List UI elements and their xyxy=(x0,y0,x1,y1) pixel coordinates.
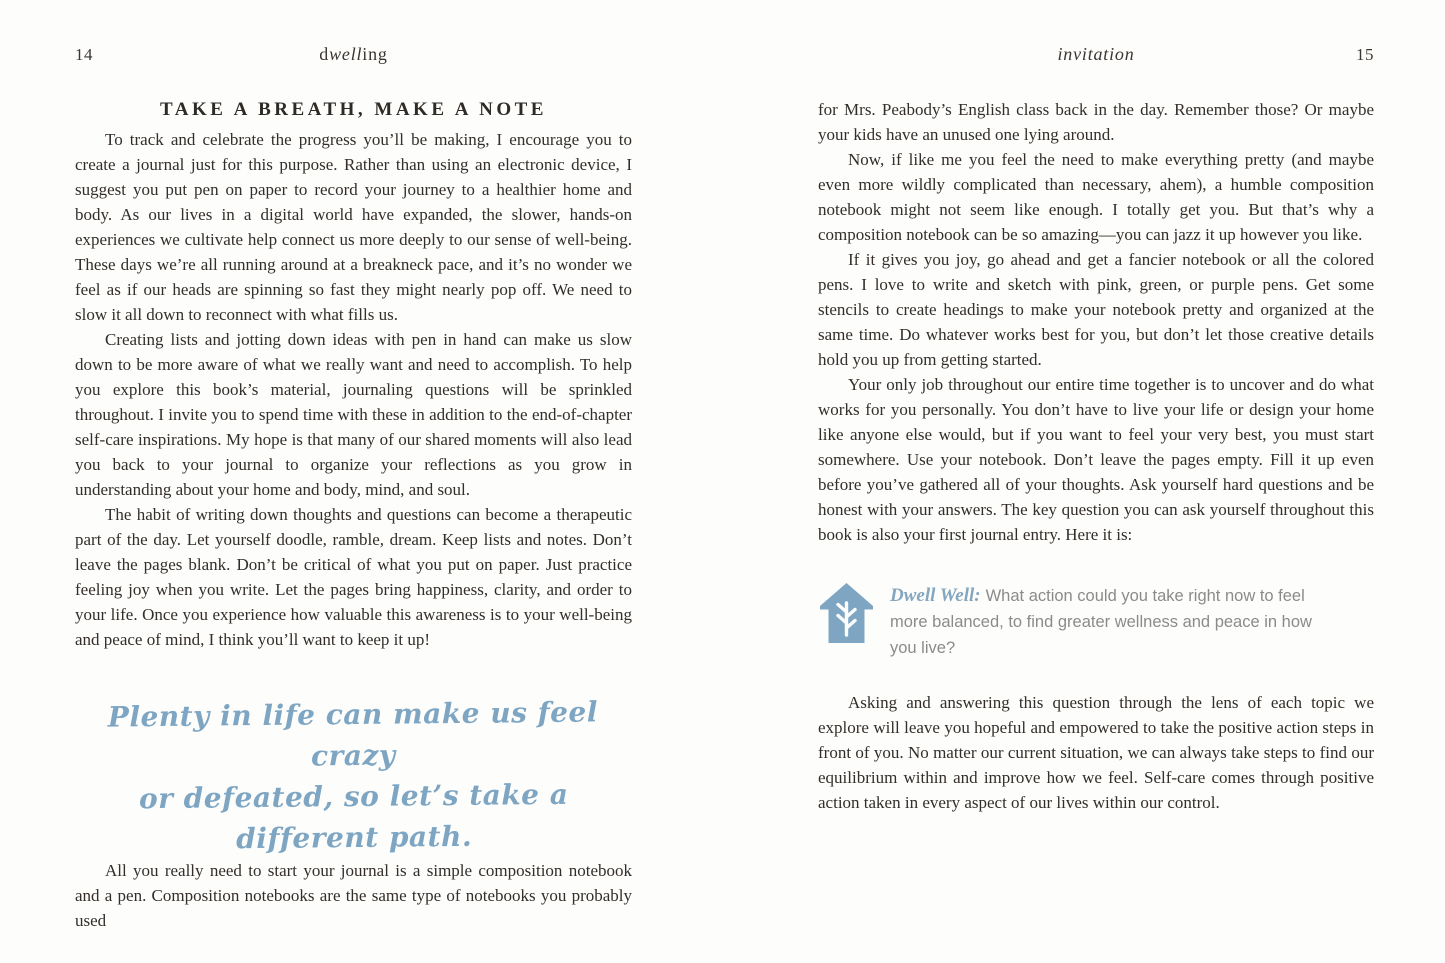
handwritten-quote xyxy=(74,691,633,861)
callout-label: Dwell Well: xyxy=(890,585,981,606)
paragraph: If it gives you joy, go ahead and get a fancier notebook or all the colored pens. I love to write and sketch with pink, green, or purple pens. Get some stencils to create headings to make your notebook pretty and organized at the same time. Do whatever works best for you, but don’t let those creative details hold you up from getting started. xyxy=(818,250,1374,369)
section-heading: TAKE A BREATH, MAKE A NOTE xyxy=(160,99,547,120)
house-sprig-icon xyxy=(818,581,875,645)
paragraph: for Mrs. Peabody’s English class back in the day. Remember those? Or maybe your kids have an unused one lying around. xyxy=(818,100,1374,144)
left-page xyxy=(75,44,632,933)
paragraph: Creating lists and jotting down ideas with pen in hand can make us slow down to be more aware of what we really want and need to accomplish. To help you explore this book’s material, journaling questions will be sprinkled throughout. I invite you to spend time with these in addition to the end-of-chapter self-care inspirations. My hope is that many of our shared moments will also lead you back to your journal to organize your reflections as you grow in understanding about your home and body, mind, and soul. xyxy=(75,330,632,499)
right-page xyxy=(818,44,1374,815)
paragraph: Asking and answering this question through the lens of each topic we explore will leave you hopeful and empowered to take the positive action steps in front of you. No matter our current situation, we can always take steps to find our equilibrium within and improve how we feel. Self-care comes through positive action taken in every aspect of our lives within our control. xyxy=(818,693,1374,812)
left-page-header xyxy=(75,44,632,70)
page-number-left: 14 xyxy=(75,45,93,64)
running-head-invitation: invitation xyxy=(1057,44,1135,64)
paragraph: Now, if like me you feel the need to make everything pretty (and maybe even more wildly complicated than necessary, ahem), a humble composition notebook might not seem like enough. I totally get you. But that’s why a composition notebook can be so amazing—you can jazz it up however you like. xyxy=(818,150,1374,244)
paragraph: Your only job throughout our entire time together is to uncover and do what works for you personally. You don’t have to live your life or design your home like anyone else would, but if you want to feel your very best, you must start somewhere. Use your notebook. Don’t leave the pages empty. Fill it up even before you’ve gathered all of your thoughts. Ask yourself hard questions and be honest with your answers. The key question you can ask yourself throughout this book is also your first journal entry. Here it is: xyxy=(818,375,1374,544)
paragraph: To track and celebrate the progress you’ll be making, I encourage you to create a journal just for this purpose. Rather than using an electronic device, I suggest you put pen on paper to record your journey to a healthier home and body. As our lives in a digital world have expanded, the slower, hands-on experiences we cultivate help connect us more deeply to our sense of well-being. These days we’re all running around at a breakneck pace, and it’s no wonder we feel as if our heads are spinning so fast they might nearly pop off. We need to slow it all down to reconnect with what fills us. xyxy=(75,130,632,324)
running-head-dwelling: dwelling xyxy=(319,44,388,64)
paragraph: All you really need to start your journal is a simple composition notebook and a pen. Composition notebooks are the same type of notebooks you probably used xyxy=(75,861,632,930)
right-page-header xyxy=(818,44,1374,70)
paragraph: The habit of writing down thoughts and questions can become a therapeutic part of the day. Let yourself doodle, ramble, dream. Keep lists and notes. Don’t leave the pages blank. Don’t be critical of what you put on paper. Just practice feeling joy when you write. Let the pages bring happiness, clarity, and order to your life. Once you experience how valuable this awareness is to your well-being and peace of mind, I think you’ll want to keep it up! xyxy=(75,505,632,649)
callout-text xyxy=(890,581,1374,661)
quote-line-1: Plenty in life can make us feel crazy xyxy=(107,695,599,773)
dwell-well-callout xyxy=(818,581,1374,661)
callout-question: What action could you take right now to feel more balanced, to find greater wellness and peace in how you live? xyxy=(890,587,1312,657)
quote-line-2: or defeated, so let’s take a different path. xyxy=(138,777,569,856)
right-body-text xyxy=(818,97,1374,815)
page-number-right: 15 xyxy=(1356,45,1374,64)
left-body-text xyxy=(75,127,632,933)
